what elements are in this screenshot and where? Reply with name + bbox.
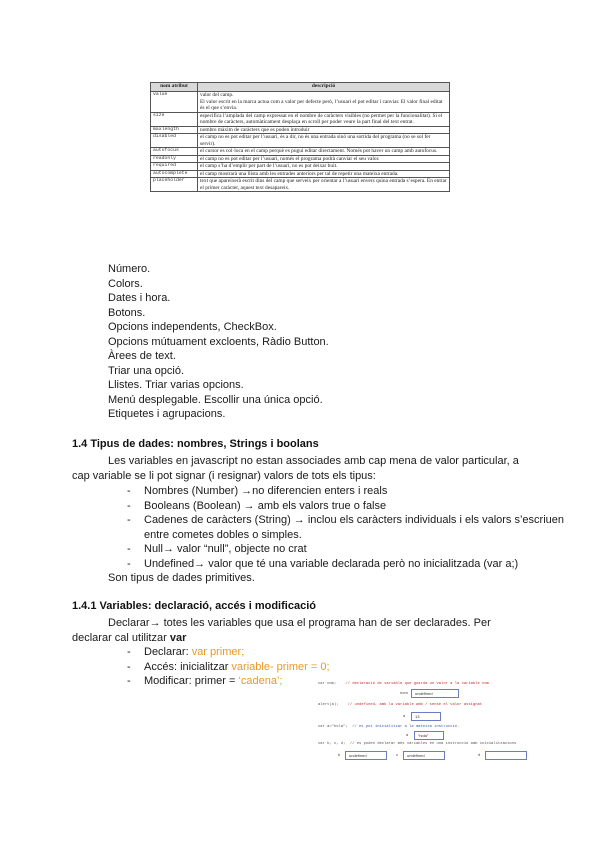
value-box — [485, 751, 527, 760]
attribute-name-cell: autocomplete — [151, 170, 198, 178]
table-row — [151, 92, 450, 113]
input-types-list — [108, 262, 329, 422]
attribute-description-cell: valor del camp. El valor escrit en la marca actua com a valor per defecte però, l’usuari el pot editar i canviar. El valor final editat és el que s’envia. — [198, 92, 450, 113]
attribute-description-cell: nombre màxim de caràcters que es poden introduir — [198, 126, 450, 134]
attribute-description-cell: especifica l’amplada del camp expressat en el nombre de caràcters visibles (no permet per la funcionalitat). Si el nombre de caràcters, automàticament desplaça en scroll per poder veure la part final del text entrat. — [198, 112, 450, 126]
list-item: - Booleans (Boolean) → amb els valors true o false — [127, 499, 387, 512]
section-heading: 1.4 Tipus de dades: nombres, Strings i boolans — [72, 438, 319, 450]
table-row — [151, 163, 450, 171]
attribute-name-cell: readonly — [151, 155, 198, 163]
attribute-name-cell: disabled — [151, 134, 198, 148]
value-box: “hola” — [414, 731, 444, 740]
attribute-description-cell: el camp no es pot editar per l’usuari, és a dir, no és una entrada sinó una sortida del programa (no se sol fer servir). — [198, 134, 450, 148]
list-item: Menú desplegable. Escollir una única opció. — [108, 393, 323, 406]
box-label: b — [338, 752, 341, 757]
list-item: Opcions mútuament excloents, Ràdio Button. — [108, 335, 329, 348]
table-row — [151, 134, 450, 148]
list-item: - Null→ valor “null”, objecte no crat — [127, 543, 307, 555]
table-header-description: descripció — [198, 83, 450, 92]
attribute-name-cell: value — [151, 92, 198, 113]
code-figure-boxes — [318, 750, 533, 762]
list-item: - Cadenes de caràcters (String) → inclou els caràcters individuals i els valors s’escriuen entre cometes dobles o simples. — [127, 514, 565, 541]
code-line: alert(a); // undefined, amb la variable amb / sense el valor assignat — [318, 703, 483, 707]
list-item: Llistes. Triar varias opcions. — [108, 379, 244, 391]
attribute-name-cell: size — [151, 112, 198, 126]
table-row — [151, 170, 450, 178]
list-item: Etiquetes i agrupacions. — [108, 408, 226, 420]
code-line: var a="hola"; // es pot inicialitzar a la mateixa instrucció. — [318, 725, 460, 729]
list-item: Número. — [108, 263, 151, 275]
table-row — [151, 148, 450, 156]
attribute-description-cell: el cursor es col·loca en el camp perquè es pugui editar directament. Només pot haver un camp amb autofocus. — [198, 148, 450, 156]
table-row — [151, 155, 450, 163]
value-box: undefined — [403, 751, 445, 760]
attribute-description-cell: el camp mostrarà una llista amb les entrades anteriors per tal de repetir una mateixa entrada. — [198, 170, 450, 178]
box-label: c — [396, 752, 398, 757]
attribute-name-cell: autofocus — [151, 148, 198, 156]
list-item: Opcions independents, CheckBox. — [108, 321, 277, 333]
list-item: Àrees de text. — [108, 350, 176, 362]
list-item: - Undefined→ valor que té una variable declarada però no inicialitzada (var a;) — [127, 557, 519, 570]
attribute-name-cell: maxlength — [151, 126, 198, 134]
table-header-attribute: nom atribut — [151, 83, 198, 92]
attribute-name-cell: required — [151, 163, 198, 171]
section-intro: Les variables en javascript no estan associades amb cap mena de valor particular, a cap variable se li pot signar (i resignar) valors de tots els tipus: — [72, 455, 519, 482]
table-row — [151, 126, 450, 134]
list-item: - Modificar: primer = ‘cadena’; — [127, 675, 283, 687]
attribute-description-cell: el camp s’ha d’emplir per part de l’usuari, no es pot deixar buit. — [198, 163, 450, 171]
attribute-description-cell: text que apareixerà escrit dins del camp que serveix per orientar a l’usuari envers quina entrada s’espera. En entrar el primer caràcter, aquest text desapareix. — [198, 178, 450, 192]
list-item: - Declarar: var primer; — [127, 646, 245, 658]
code-line: var b, c, d; // es poden declarar més variables en una instrucció amb inicialitzacions — [318, 742, 517, 746]
box-label: d — [478, 752, 481, 757]
list-item: Botons. — [108, 306, 146, 319]
box-label: a — [403, 713, 406, 718]
table-row — [151, 178, 450, 192]
section-heading: 1.4.1 Variables: declaració, accés i modificació — [72, 600, 316, 612]
list-item: - Nombres (Number) →no diferencien enters i reals — [127, 485, 388, 497]
table-row — [151, 112, 450, 126]
list-item: Colors. — [108, 277, 143, 290]
attribute-table — [150, 82, 450, 192]
section-intro: Declarar→ totes les variables que usa el programa han de ser declarades. Per declarar cal utilitzar var — [72, 617, 491, 644]
attribute-name-cell: placeholder — [151, 178, 198, 192]
value-box: undefined — [345, 751, 387, 760]
value-box: 13 — [411, 712, 441, 721]
section-outro: Son tipus de dades primitives. — [108, 572, 255, 584]
box-label: a — [406, 732, 409, 737]
list-item: Triar una opció. — [108, 364, 185, 377]
attribute-description-cell: el camp no es pot editar per l’usuari, només el programa podrà canviar el seu valor. — [198, 155, 450, 163]
list-item: Dates i hora. — [108, 292, 171, 304]
code-figure — [318, 680, 533, 750]
value-box: undefined — [411, 689, 459, 698]
keyword: var — [169, 631, 187, 644]
list-item: - Accés: inicialitzar variable- primer = 0; — [127, 660, 330, 673]
box-label: nom — [400, 690, 408, 695]
data-types-list — [127, 484, 564, 571]
code-line: var nom; // declaració de variable que guarda un valor a la variable nom — [318, 682, 489, 686]
